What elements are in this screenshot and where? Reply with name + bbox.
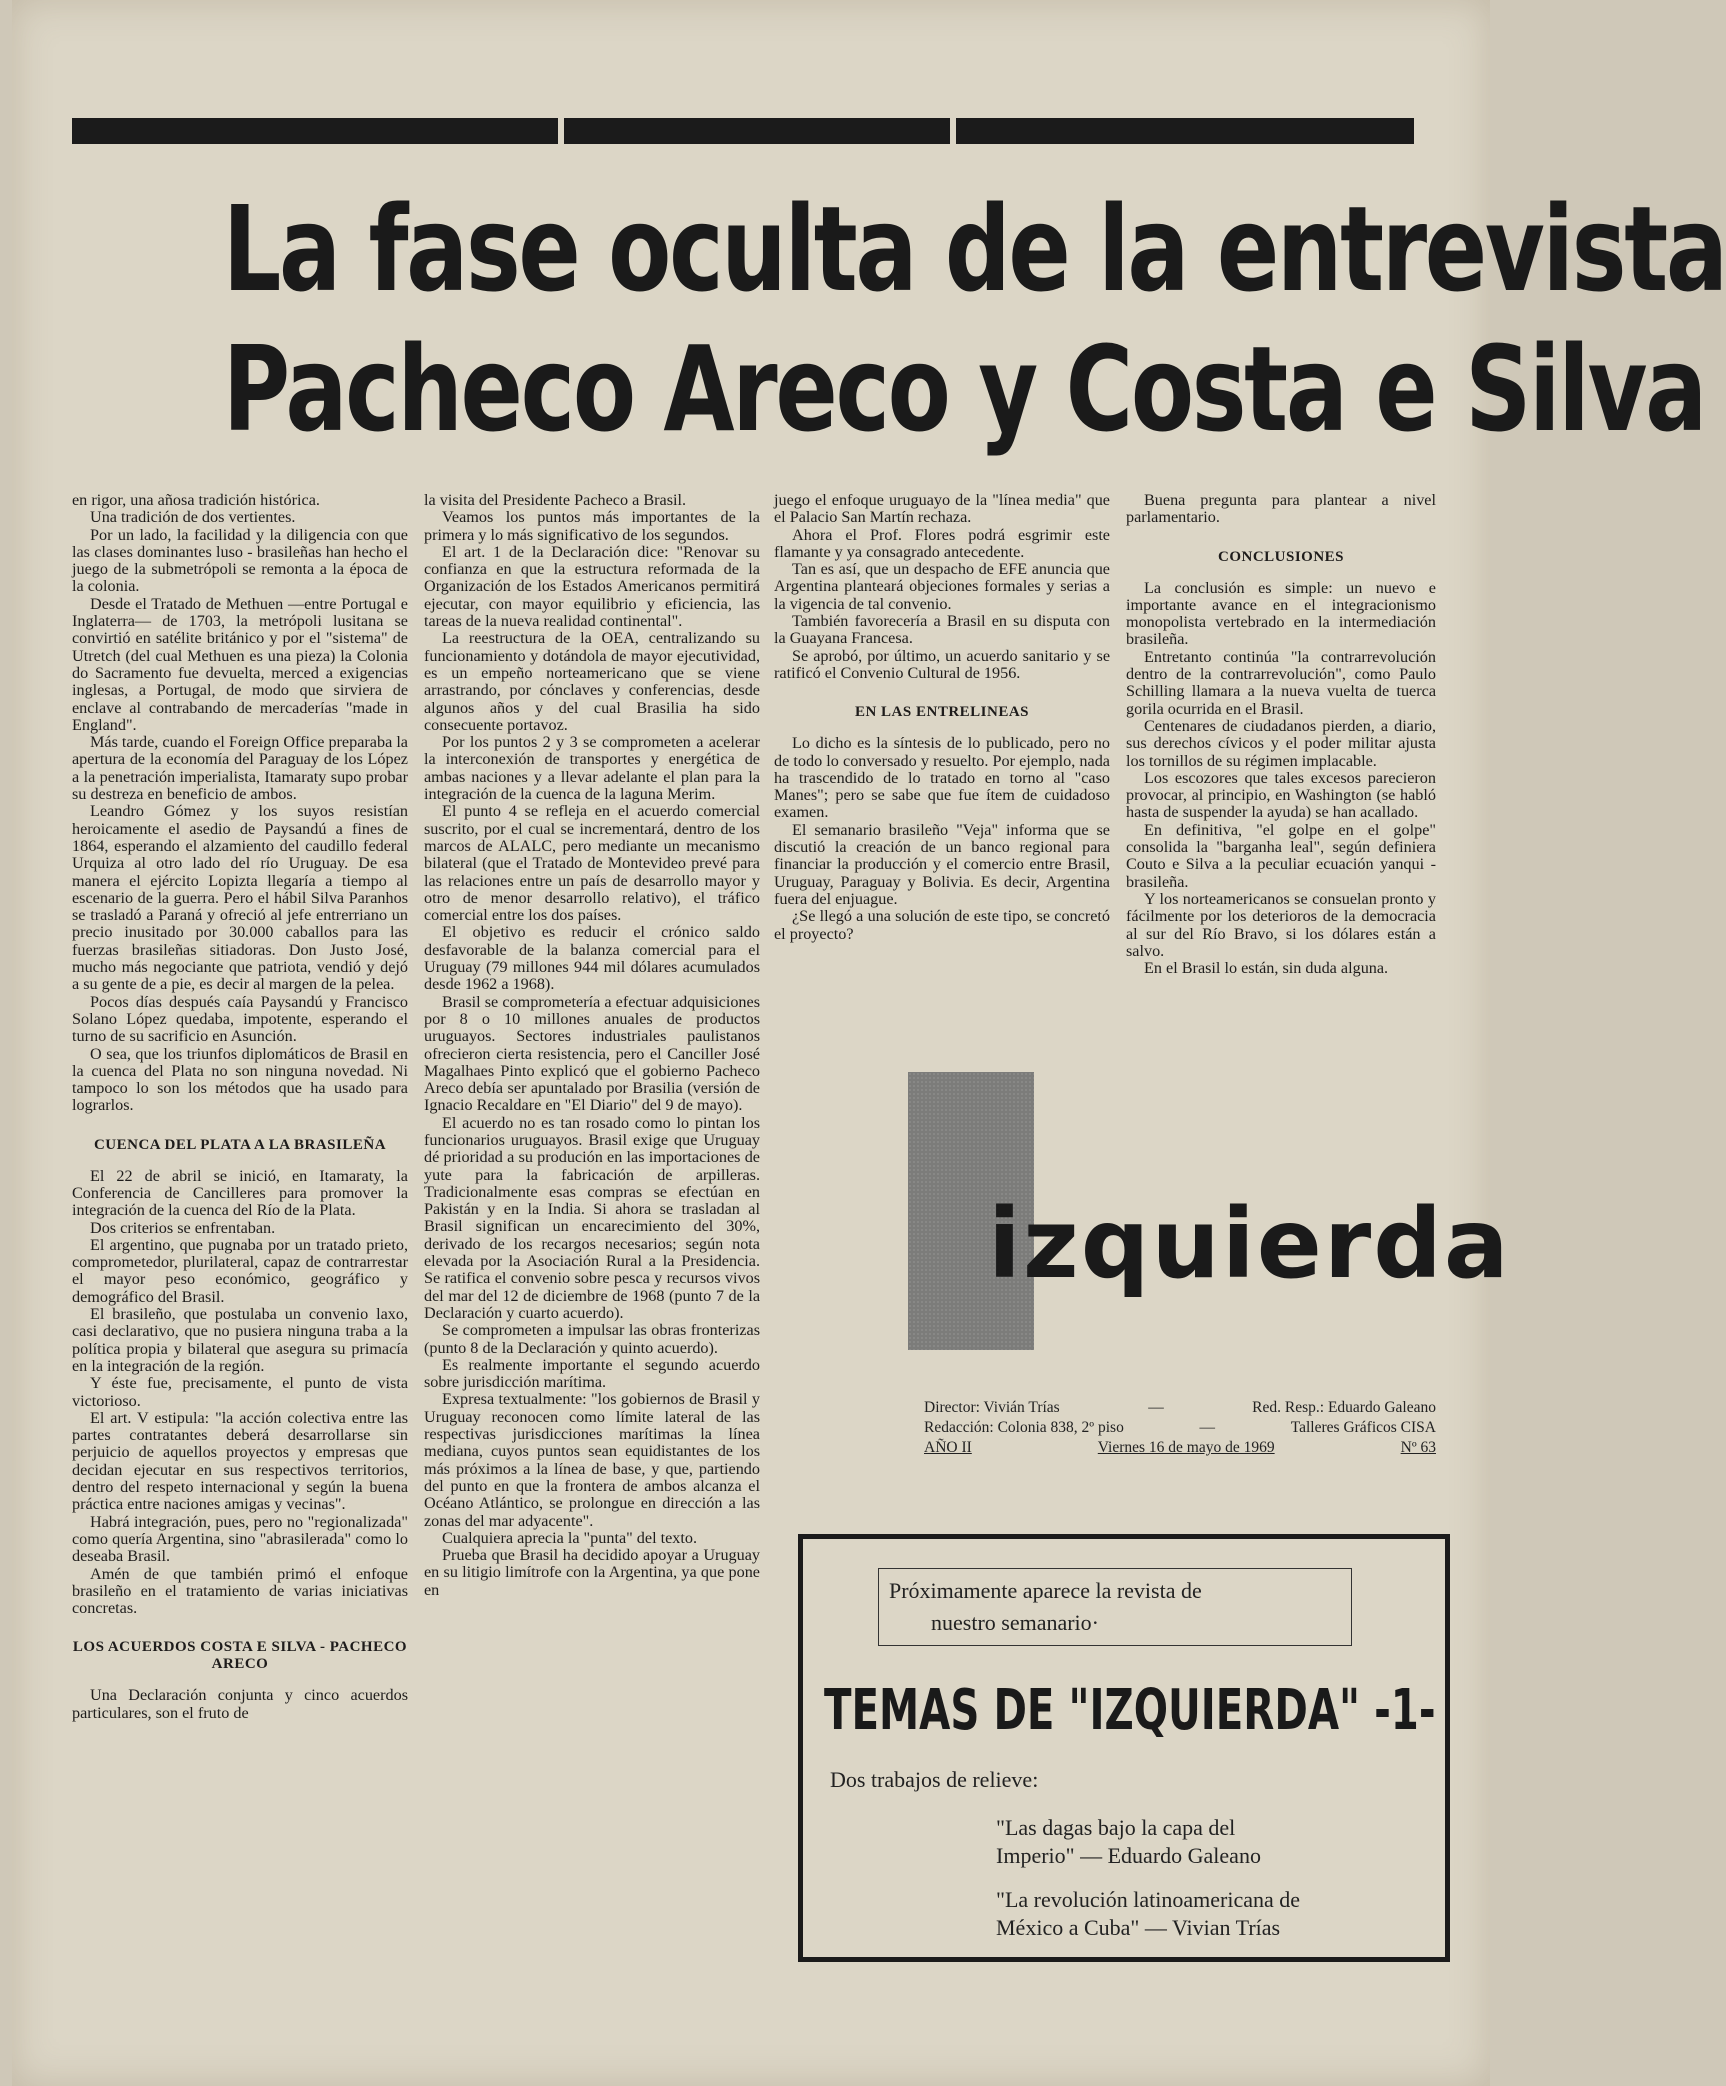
article-column-4 (1126, 492, 1436, 977)
paragraph: Y éste fue, precisamente, el punto de vista victorioso. (72, 1374, 408, 1410)
paragraph: Es realmente importante el segundo acuerdo sobre jurisdicción marítima. (424, 1355, 760, 1392)
staff-year: AÑO II (924, 1439, 972, 1456)
staff-separator: — (1199, 1419, 1216, 1436)
paragraph: El argentino, que pugnaba por un tratado prieto, comprometedor, plurilateral, capaz de contrarrestar el mayor peso económico, geográfico y demográfico del Brasil. (72, 1235, 408, 1306)
article-column-3 (774, 492, 1110, 943)
paragraph: El semanario brasileño "Veja" informa que se discutió la creación de un banco regional para financiar la producción y el comercio entre Brasil, Uruguay, Paraguay y Bolivia. Es decir, Argentina fuera del enjuague. (774, 820, 1110, 908)
paragraph: Habrá integración, pues, pero no "regionalizada" como quería Argentina, sino "abrasilerada" como lo deseaba Brasil. (72, 1512, 408, 1566)
paragraph: Expresa textualmente: "los gobiernos de Brasil y Uruguay reconocen como límite lateral de las respectivas jurisdicciones marítimas la línea mediana, cuyos puntos sean equidistantes de los más próximos a la línea de base, y que, partiendo del punto en que la frontera de ambos alcanza el Océano Atlántico, se prolongue en dirección a las zonas del mar adyacente". (424, 1390, 760, 1530)
article-column-1 (72, 492, 408, 1722)
paragraph: juego el enfoque uruguayo de la "línea media" que el Palacio San Martín rechaza. (774, 491, 1110, 527)
top-rule-bar (564, 118, 950, 144)
masthead-logo-text: izquierda (988, 1188, 1511, 1300)
advertisement-title: TEMAS DE "IZQUIERDA" -1- (824, 1678, 1436, 1743)
paragraph: La conclusión es simple: un nuevo e importante avance en el integracionismo monopolista vertebrado en la intermediación brasileña. (1126, 578, 1436, 649)
advertisement-work-line: "La revolución latinoamericana de (996, 1887, 1301, 1912)
top-rule-bar (956, 118, 1414, 144)
paragraph: La reestructura de la OEA, centralizando su funcionamiento y dotándola de mayor ejecutividad, es un empeño norteamericano que se viene arrastrando, por cónclaves y conferencias, desde algunos años y del cual Brasilia ha sido consecuente portavoz. (424, 629, 760, 734)
section-subhead: LOS ACUERDOS COSTA E SILVA - PACHECO ARECO (72, 1639, 408, 1673)
paragraph: Desde el Tratado de Methuen —entre Portugal e Inglaterra— de 1703, la metrópoli lusitana se convirtió en satélite británico y por el "sistema" de Utretch (del cual Methuen es una pieza) la Colonia do Sacramento fue devuelta, merced a exigencias inglesas, a Portugal, de modo que sirviera de enclave al contrabando de mercaderías "made in England". (72, 594, 408, 734)
paragraph: Más tarde, cuando el Foreign Office preparaba la apertura de la economía del Paraguay de los López a la penetración imperialista, Itamaraty supo probar su destreza en beneficio de ambos. (72, 733, 408, 804)
announcement-box (878, 1568, 1352, 1646)
paragraph: Cualquiera aprecia la "punta" del texto. (442, 1528, 698, 1547)
staff-address: Redacción: Colonia 838, 2º piso (924, 1419, 1124, 1436)
staff-line (924, 1438, 1436, 1458)
paragraph: El objetivo es reducir el crónico saldo desfavorable de la balanza comercial para el Uruguay (79 millones 944 mil dólares acumulados desde 1962 a 1968). (424, 923, 760, 994)
paragraph: en rigor, una añosa tradición histórica. (72, 491, 320, 509)
paragraph: O sea, que los triunfos diplomáticos de Brasil en la cuenca del Plata no son ninguna novedad. Ni tampoco lo son los métodos que ha usado para lograrlos. (72, 1044, 408, 1115)
staff-director: Director: Vivián Trías (924, 1399, 1060, 1416)
paragraph: Los escozores que tales excesos parecieron provocar, al principio, en Washington (se habló hasta de suspender la ayuda) se han acallado. (1126, 768, 1436, 822)
top-rule-bar (72, 118, 558, 144)
staff-box (924, 1398, 1436, 1458)
paragraph: Una tradición de dos vertientes. (90, 508, 296, 527)
paragraph: El punto 4 se refleja en el acuerdo comercial suscrito, por el cual se incrementará, dentro de los marcos de ALALC, pero mediante un mecanismo bilateral (que el Tratado de Montevideo prevé para las relaciones entre un país de desarrollo mayor y otro de menor desarrollo relativo), el tráfico comercial entre los dos países. (424, 802, 760, 925)
paragraph: Veamos los puntos más importantes de la primera y lo más significativo de los segundos. (424, 508, 760, 544)
paragraph: En definitiva, "el golpe en el golpe" consolida la "barganha leal", según definiera Couto e Silva a la peculiar ecuación yanqui - brasileña. (1126, 820, 1436, 891)
paragraph: En el Brasil lo están, sin duda alguna. (1144, 959, 1389, 978)
paragraph: Brasil se comprometería a efectuar adquisiciones por 8 o 10 millones anuales de productos uruguayos. Sectores industriales paulistanos ofrecieron cierta resistencia, pero el Canciller José Magalhaes Pinto explicó que el gobierno Pacheco Areco debía ser apuntalado por Brasilia (versión de Ignacio Recaldare en "El Diario" del 9 de mayo). (424, 992, 760, 1115)
advertisement-work-line: México a Cuba" — Vivian Trías (996, 1915, 1281, 1940)
paragraph: ¿Se llegó a una solución de este tipo, se concretó el proyecto? (774, 907, 1110, 943)
paragraph: Centenares de ciudadanos pierden, a diario, sus derechos cívicos y el poder militar ajusta los tornillos de su régimen implacable. (1126, 716, 1436, 770)
paragraph: Se comprometen a impulsar las obras fronterizas (punto 8 de la Declaración y quinto acuerdo). (424, 1321, 760, 1357)
staff-printer: Talleres Gráficos CISA (1290, 1419, 1436, 1436)
paragraph: Tan es así, que un despacho de EFE anuncia que Argentina planteará objeciones formales y serias a la vigencia de tal convenio. (774, 560, 1110, 613)
paragraph: Una Declaración conjunta y cinco acuerdos particulares, son el fruto de (72, 1686, 408, 1722)
staff-responsible-editor: Red. Resp.: Eduardo Galeano (1252, 1399, 1436, 1416)
paragraph: El 22 de abril se inició, en Itamaraty, la Conferencia de Cancilleres para promover la integración de la cuenca del Río de la Plata. (72, 1166, 408, 1220)
paragraph: El art. V estipula: "la acción colectiva entre las partes contratantes deberá desarrollarse sin perjuicio de aquellos proyectos y empresas que decidan ejecutar en sus respectivos territorios, dentro del respeto internacional y según la buena práctica entre naciones amigas y vecinas". (72, 1408, 408, 1514)
staff-issue-number: Nº 63 (1400, 1439, 1436, 1456)
staff-line (924, 1418, 1436, 1438)
advertisement-work-line: Imperio" — Eduardo Galeano (996, 1843, 1261, 1868)
paragraph: También favorecería a Brasil en su disputa con la Guayana Francesa. (774, 612, 1110, 648)
paragraph: Entretanto continúa "la contrarrevolución dentro de la contrarrevolución", como Paulo Schilling llamara a la nueva vuelta de tuerca gorila ocurrida en el Brasil. (1126, 647, 1436, 718)
section-subhead: CONCLUSIONES (1217, 548, 1345, 565)
paragraph: la visita del Presidente Pacheco a Brasil. (424, 491, 687, 509)
paragraph: Prueba que Brasil ha decidido apoyar a Uruguay en su litigio limítrofe con la Argentina, ya que pone en (424, 1546, 760, 1599)
staff-line (924, 1398, 1436, 1418)
paragraph: El acuerdo no es tan rosado como lo pintan los funcionarios uruguayos. Brasil exige que Uruguay dé prioridad a su produción en las importaciones de yute para la fabricación de arpilleras. Tradicionalmente esas compras se efectúan en Pakistán y en la India. Si ahora se trasladan al Brasil significan un encarecimiento del 30%, derivado de los recargos necesarios; según nota elevada por la Asociación Rural a la Presidencia. Se ratifica el convenio sobre pesca y recursos vivos del mar del 12 de diciembre de 1968 (punto 7 de la Declaración y cuarto acuerdo). (424, 1113, 760, 1322)
staff-date: Viernes 16 de mayo de 1969 (1097, 1439, 1275, 1456)
headline-line-2: Pacheco Areco y Costa e Silva (222, 320, 1705, 458)
announcement-line: nuestro semanario· (931, 1610, 1099, 1635)
headline-line-1: La fase oculta de la entrevista (222, 180, 1726, 318)
paragraph: Por un lado, la facilidad y la diligencia con que las clases dominantes luso - brasileñas han hecho el juego de la submetrópoli se remonta a la época de la colonia. (72, 525, 408, 596)
announcement-line: Próximamente aparece la revista de (889, 1578, 1202, 1603)
paragraph: Amén de que también primó el enfoque brasileño en el tratamiento de varias iniciativas concretas. (72, 1564, 408, 1618)
staff-separator: — (1148, 1399, 1164, 1416)
paragraph: Buena pregunta para plantear a nivel parlamentario. (1126, 491, 1436, 527)
paragraph: Leandro Gómez y los suyos resistían heroicamente el asedio de Paysandú a fines de 1864, esperando el alzamiento del caudillo federal Urquiza al otro lado del río Uruguay. De esa manera el ejército Lopizta llegaría a tiempo al escenario de la guerra. Pero el hábil Silva Paranhos se trasladó a Paraná y ofreció al jefe entrerriano un precio inusitado por 30.000 caballos para las fuerzas brasileñas sitiadoras. Don Justo José, mucho más negociante que patriota, vendió y dejó a su gente de a pie, es decir al margen de la pelea. (72, 802, 408, 994)
paragraph: Pocos días después caía Paysandú y Francisco Solano López quedaba, impotente, esperando el turno de su sacrificio en Asunción. (72, 992, 408, 1046)
paragraph: El brasileño, que postulaba un convenio laxo, casi declarativo, que no pusiera ninguna traba a la política propia y bilateral que asegura su primacía en la integración de la región. (72, 1305, 408, 1375)
section-subhead: CUENCA DEL PLATA A LA BRASILEÑA (93, 1136, 387, 1153)
paragraph: Ahora el Prof. Flores podrá esgrimir este flamante y ya consagrado antecedente. (774, 525, 1110, 561)
newspaper-page (12, 0, 1726, 2086)
section-subhead: EN LAS ENTRELINEAS (854, 704, 1030, 721)
paragraph: Se aprobó, por último, un acuerdo sanitario y se ratificó el Convenio Cultural de 1956. (774, 646, 1110, 682)
paragraph: Y los norteamericanos se consuelan pronto y fácilmente por los deterioros de la democracia al sur del Río Bravo, si los dólares están a salvo. (1126, 889, 1436, 960)
paragraph: Dos criterios se enfrentaban. (90, 1218, 276, 1237)
paragraph: El art. 1 de la Declaración dice: "Renovar su confianza en que la estructura reformada de la Organización de los Estados Americanos permitirá ejecutar, con mayor equilibrio y eficiencia, las tareas de la nueva realidad continental". (424, 542, 760, 631)
article-column-2 (424, 492, 760, 1599)
paragraph: Por los puntos 2 y 3 se comprometen a acelerar la interconexión de transportes y energética de ambas naciones y a llevar adelante el plan para la integración de la cuenca de la laguna Merim. (424, 733, 760, 804)
paragraph: Lo dicho es la síntesis de lo publicado, pero no de todo lo conversado y resuelto. Por ejemplo, nada ha trascendido de lo tratado en torno al "caso Manes"; pero se sabe que fue ítem de cuidadoso examen. (774, 734, 1110, 822)
advertisement-intro: Dos trabajos de relieve: (830, 1767, 1039, 1792)
advertisement-work-line: "Las dagas bajo la capa del (996, 1815, 1236, 1840)
